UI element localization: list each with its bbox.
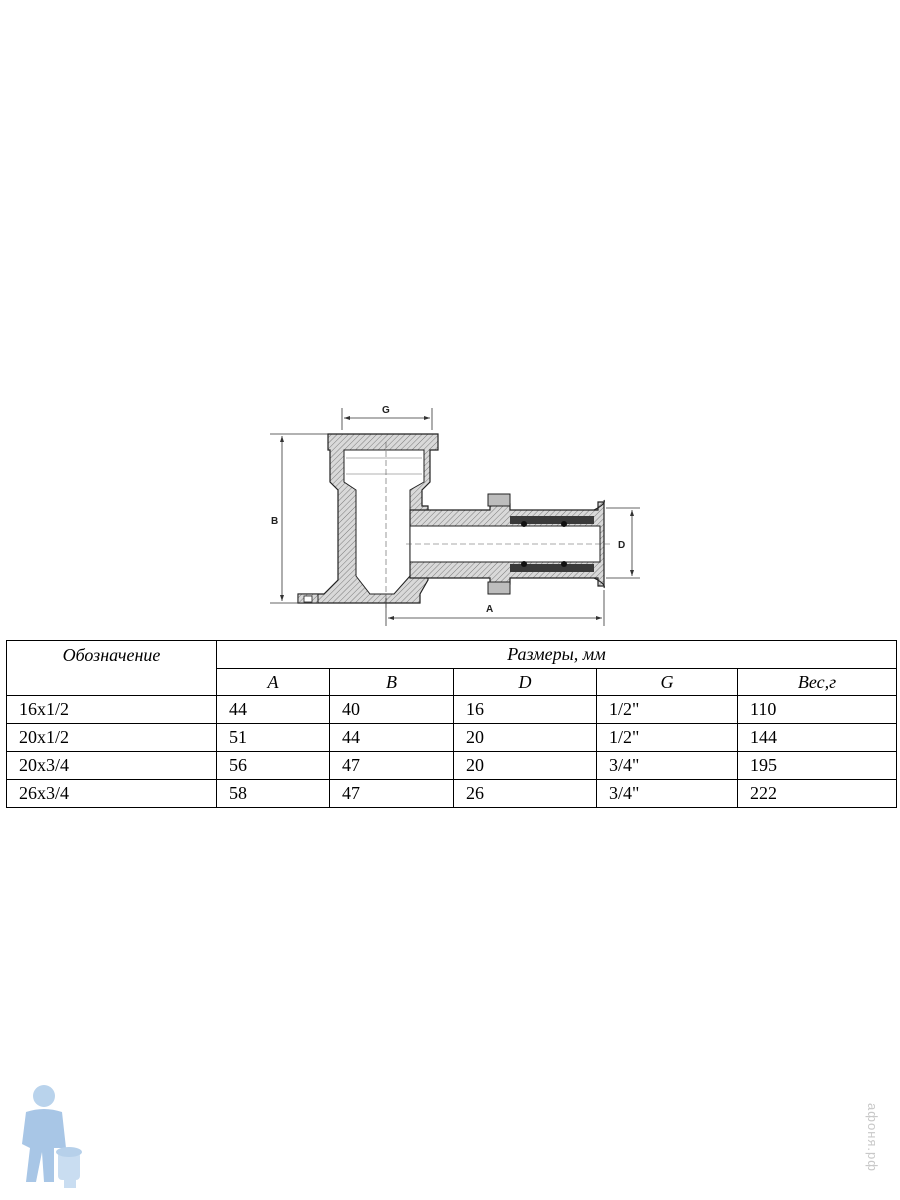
cell-designation: 16х1/2 xyxy=(7,696,217,724)
cell-a: 58 xyxy=(217,780,330,808)
cell-g: 1/2" xyxy=(597,724,738,752)
cell-b: 40 xyxy=(330,696,454,724)
press-connector xyxy=(406,494,610,594)
header-sizes: Размеры, мм xyxy=(217,641,897,669)
cell-a: 56 xyxy=(217,752,330,780)
cell-weight: 144 xyxy=(738,724,897,752)
dimension-g xyxy=(342,405,432,430)
cell-b: 47 xyxy=(330,780,454,808)
header-col-a: A xyxy=(217,668,330,696)
cell-b: 44 xyxy=(330,724,454,752)
label-g: G xyxy=(382,405,390,416)
cell-g: 1/2" xyxy=(597,696,738,724)
cell-d: 20 xyxy=(454,752,597,780)
cell-g: 3/4" xyxy=(597,780,738,808)
header-designation: Обозначение xyxy=(7,641,217,696)
header-col-b: B xyxy=(330,668,454,696)
specs-table xyxy=(6,640,897,808)
cell-weight: 110 xyxy=(738,696,897,724)
table-row xyxy=(7,696,897,724)
label-a: A xyxy=(486,604,494,615)
header-col-g: G xyxy=(597,668,738,696)
cell-designation: 26х3/4 xyxy=(7,780,217,808)
table-row xyxy=(7,752,897,780)
cell-designation: 20х3/4 xyxy=(7,752,217,780)
fitting-drawing xyxy=(260,398,660,630)
cell-d: 16 xyxy=(454,696,597,724)
label-d: D xyxy=(618,540,626,551)
label-b: B xyxy=(271,516,279,527)
dimension-d xyxy=(606,508,640,578)
site-watermark-text: афоня.рф xyxy=(864,1103,880,1172)
header-col-weight: Вес,г xyxy=(738,668,897,696)
cell-weight: 195 xyxy=(738,752,897,780)
cell-designation: 20х1/2 xyxy=(7,724,217,752)
plumber-mascot-icon xyxy=(14,1082,86,1192)
cell-d: 20 xyxy=(454,724,597,752)
cell-weight: 222 xyxy=(738,780,897,808)
cell-g: 3/4" xyxy=(597,752,738,780)
dimension-b xyxy=(270,434,328,603)
table-row xyxy=(7,780,897,808)
cell-a: 51 xyxy=(217,724,330,752)
site-watermark xyxy=(864,1090,898,1200)
cell-a: 44 xyxy=(217,696,330,724)
table-row xyxy=(7,724,897,752)
header-col-d: D xyxy=(454,668,597,696)
cell-d: 26 xyxy=(454,780,597,808)
cell-b: 47 xyxy=(330,752,454,780)
